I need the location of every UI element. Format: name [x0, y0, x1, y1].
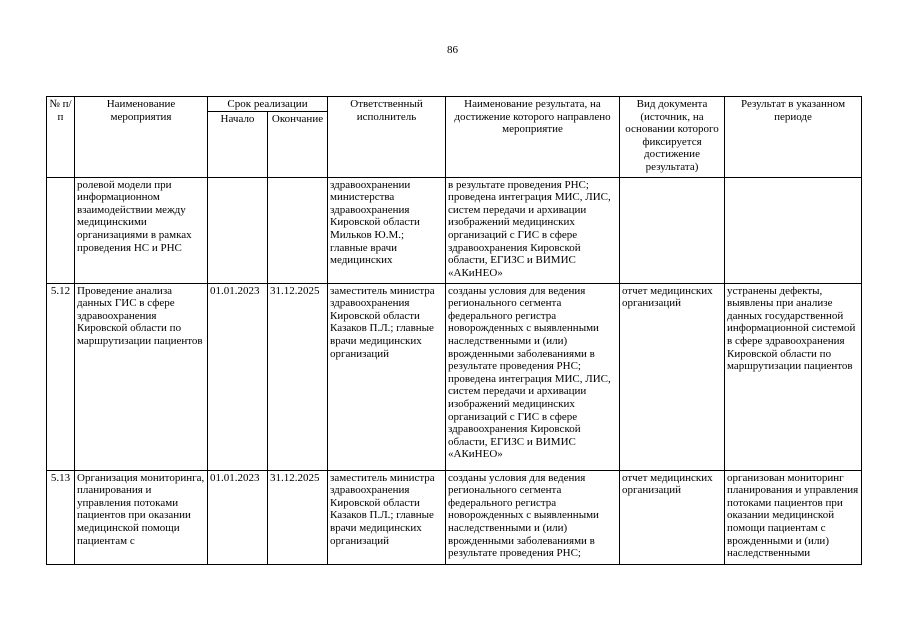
table-row	[47, 177, 862, 283]
row-result-name: созданы условия для ведения регионального сегмента федерального регистра новорожденных с выявленными наследственными и (или) врожденными заболеваниями в результате проведения РНС;	[446, 470, 620, 564]
row-result-name: в результате проведения РНС; проведена интеграция МИС, ЛИС, систем передачи и архивации изображений медицинских организаций с ГИС в сфере здравоохранения Кировской области, ЕГИЗС и ВИМИС «АКиНЕО»	[446, 177, 620, 283]
row-executor: заместитель министра здравоохранения Кировской области Казаков П.Л.; главные врачи медицинских организаций	[328, 470, 446, 564]
row-result	[725, 177, 862, 283]
row-start: 01.01.2023	[208, 283, 268, 470]
row-num: 5.13	[47, 470, 75, 564]
row-num	[47, 177, 75, 283]
page-number: 86	[447, 44, 458, 56]
plan-table	[46, 96, 862, 565]
row-result: организован мониторинг планирования и управления потоками пациентов при оказании медицинской помощи пациентам с врожденными и (или) наследственными	[725, 470, 862, 564]
table-row	[47, 283, 862, 470]
row-executor: заместитель министра здравоохранения Кировской области Казаков П.Л.; главные врачи медицинских организаций	[328, 283, 446, 470]
row-result-name: созданы условия для ведения регионального сегмента федерального регистра новорожденных с выявленными наследственными и (или) врожденными заболеваниями в результате проведения РНС; проведена интеграция МИС, ЛИС, систем передачи и архивации изображений медицинских организаций с ГИС в сфере здравоохранения Кировской области, ЕГИЗС и ВИМИС «АКиНЕО»	[446, 283, 620, 470]
row-end	[268, 177, 328, 283]
row-start	[208, 177, 268, 283]
row-end: 31.12.2025	[268, 470, 328, 564]
row-executor: здравоохранении министерства здравоохранения Кировской области Мильков Ю.М.; главные врачи медицинских	[328, 177, 446, 283]
row-name: Организация мониторинга, планирования и управления потоками пациентов при оказании медицинской помощи пациентам с	[75, 470, 208, 564]
header-start: Начало	[208, 111, 268, 177]
row-result: устранены дефекты, выявлены при анализе данных государственной информационной системой в сфере здравоохранения Кировской области по маршрутизации пациентов	[725, 283, 862, 470]
header-name: Наименование мероприятия	[75, 97, 208, 178]
row-name: ролевой модели при информационном взаимодействии между медицинскими организациями в рамках проведения НС и РНС	[75, 177, 208, 283]
header-num: № п/п	[47, 97, 75, 178]
row-start: 01.01.2023	[208, 470, 268, 564]
row-doc-type: отчет медицинских организаций	[620, 283, 725, 470]
row-doc-type: отчет медицинских организаций	[620, 470, 725, 564]
header-end: Окончание	[268, 111, 328, 177]
header-result-name: Наименование результата, на достижение которого направлено мероприятие	[446, 97, 620, 178]
header-row-1	[47, 97, 862, 112]
header-result: Результат в указанном периоде	[725, 97, 862, 178]
table-row	[47, 470, 862, 564]
header-doc-type: Вид документа (источник, на основании которого фиксируется достижение результата)	[620, 97, 725, 178]
row-doc-type	[620, 177, 725, 283]
row-end: 31.12.2025	[268, 283, 328, 470]
row-num: 5.12	[47, 283, 75, 470]
row-name: Проведение анализа данных ГИС в сфере здравоохранения Кировской области по маршрутизации пациентов	[75, 283, 208, 470]
header-period: Срок реализации	[208, 97, 328, 112]
header-executor: Ответственный исполнитель	[328, 97, 446, 178]
